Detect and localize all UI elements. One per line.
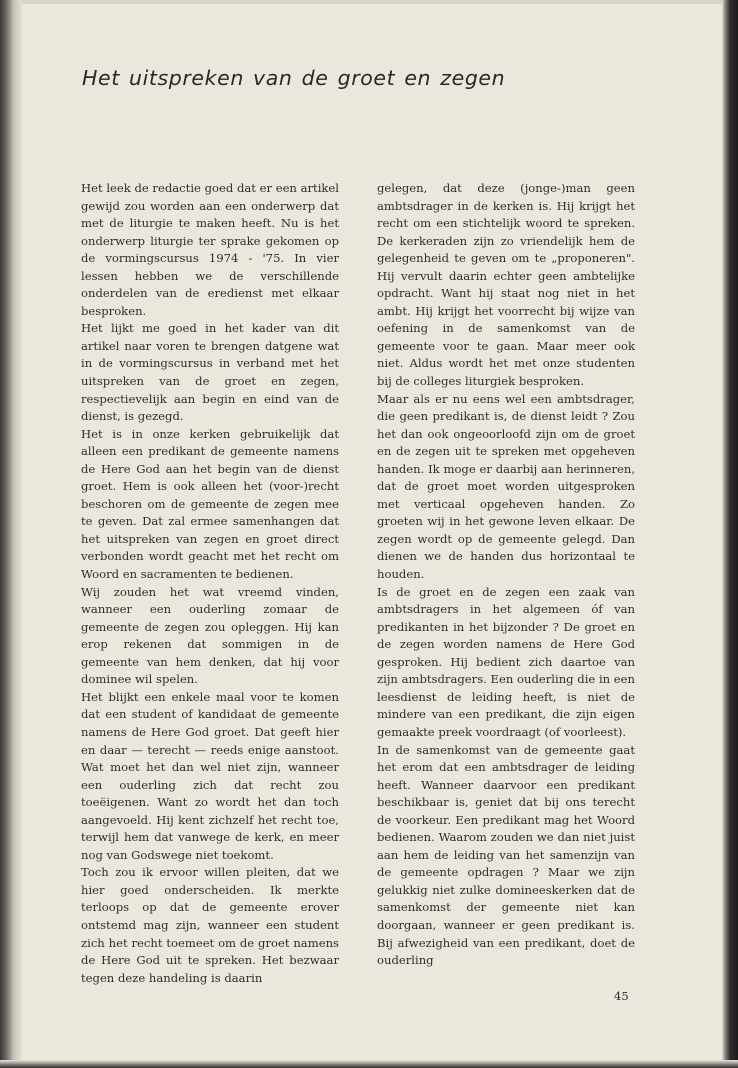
paragraph: Het lijkt me goed in het kader van dit artikel naar voren te brengen datgene wat in de vormingscursus in verband met het uitspreken van de groet en zegen, respectievelijk aan begin en eind van de dienst, is gezegd. [81, 321, 339, 424]
article-title: Het uitspreken van de groet en zegen [82, 66, 506, 90]
page-number: 45 [614, 989, 629, 1003]
page-edge-right [722, 0, 738, 1068]
left-column [81, 180, 339, 987]
page-spine-shadow [0, 0, 22, 1068]
paragraph: Is de groet en de zegen een zaak van ambtsdragers in het algemeen óf van predikanten in het bijzonder ? De groet en de zegen worden namens de Here God gesproken. Hij bedient zich daartoe van zijn ambtsdragers. Een ouderling die in een leesdienst de leiding heeft, is niet de mindere van een predikant, die zijn eigen gemaakte preek voordraagt (of voorleest). [377, 584, 635, 739]
paragraph: In de samenkomst van de gemeente gaat het erom dat een ambtsdrager de leiding heeft. Wanneer daarvoor een predikant beschikbaar is, geniet dat bij ons terecht de voorkeur. Een predikant mag het Woord bedienen. Waarom zouden we dan niet juist aan hem de leiding van het samenzijn van de gemeente opdragen ? Maar we zijn gelukkig niet zulke domineeskerken dat de samenkomst der gemeente niet kan doorgaan, wanneer er geen predikant is. Bij afwezigheid van een predikant, doet de ouderling [377, 742, 635, 968]
paragraph: Wij zouden het wat vreemd vinden, wanneer een ouderling zomaar de gemeente de zegen zou opleggen. Hij kan erop rekenen dat sommigen in de gemeente van hem denken, dat hij voor dominee wil spelen. [81, 584, 339, 687]
paragraph: Toch zou ik ervoor willen pleiten, dat we hier goed onderscheiden. Ik merkte terloops op dat de gemeente erover ontstemd mag zijn, wanneer een student zich het recht toemeet om de groet namens de Here God uit te spreken. Het bezwaar tegen deze handeling is daarin [81, 865, 339, 985]
paragraph: Het blijkt een enkele maal voor te komen dat een student of kandidaat de gemeente namens de Here God groet. Dat geeft hier en daar — terecht — reeds enige aanstoot. Wat moet het dan wel niet zijn, wanneer een ouderling zich dat recht zou toeëigenen. Want zo wordt het dan toch aangevoeld. Hij kent zichzelf het recht toe, terwijl hem dat vanwege de kerk, en meer nog van Godswege niet toekomt. [81, 689, 339, 862]
paragraph: Het leek de redactie goed dat er een artikel gewijd zou worden aan een onderwerp dat met de liturgie te maken heeft. Nu is het onderwerp liturgie ter sprake gekomen op de vormingscursus 1974 - '75. In vier lessen hebben we de verschillende onderdelen van de eredienst met elkaar besproken. [81, 181, 339, 318]
paragraph: Maar als er nu eens wel een ambtsdrager, die geen predikant is, de dienst leidt ? Zou het dan ook ongeoorloofd zijn om de groet en de zegen uit te spreken met opgeheven handen. Ik moge er daarbij aan herinneren, dat de groet moet worden uitgesproken met verticaal opgeheven handen. Zo groeten wij in het gewone leven elkaar. De zegen wordt op de gemeente gelegd. Dan dienen we de handen dus horizontaal te houden. [377, 391, 635, 582]
paragraph: gelegen, dat deze (jonge-)man geen ambtsdrager in de kerken is. Hij krijgt het recht om een stichtelijk woord te spreken. De kerkeraden zijn zo vriendelijk hem de gelegenheid te geven om te „proponeren". Hij vervult daarin echter geen ambtelijke opdracht. Want hij staat nog niet in het ambt. Hij krijgt het voorrecht bij wijze van oefening in de samenkomst van de gemeente voor te gaan. Maar meer ook niet. Aldus wordt het met onze studenten bij de colleges liturgiek besproken. [377, 181, 635, 389]
paragraph: Het is in onze kerken gebruikelijk dat alleen een predikant de gemeente namens de Here God aan het begin van de dienst groet. Hem is ook alleen het (voor-)recht beschoren om de gemeente de zegen mee te geven. Dat zal ermee samenhangen dat het uitspreken van zegen en groet direct verbonden wordt geacht met het recht om Woord en sacramenten te bedienen. [81, 426, 339, 582]
page-edge-bottom [0, 1060, 738, 1068]
page-edge-top [0, 0, 738, 4]
right-column [377, 180, 635, 970]
